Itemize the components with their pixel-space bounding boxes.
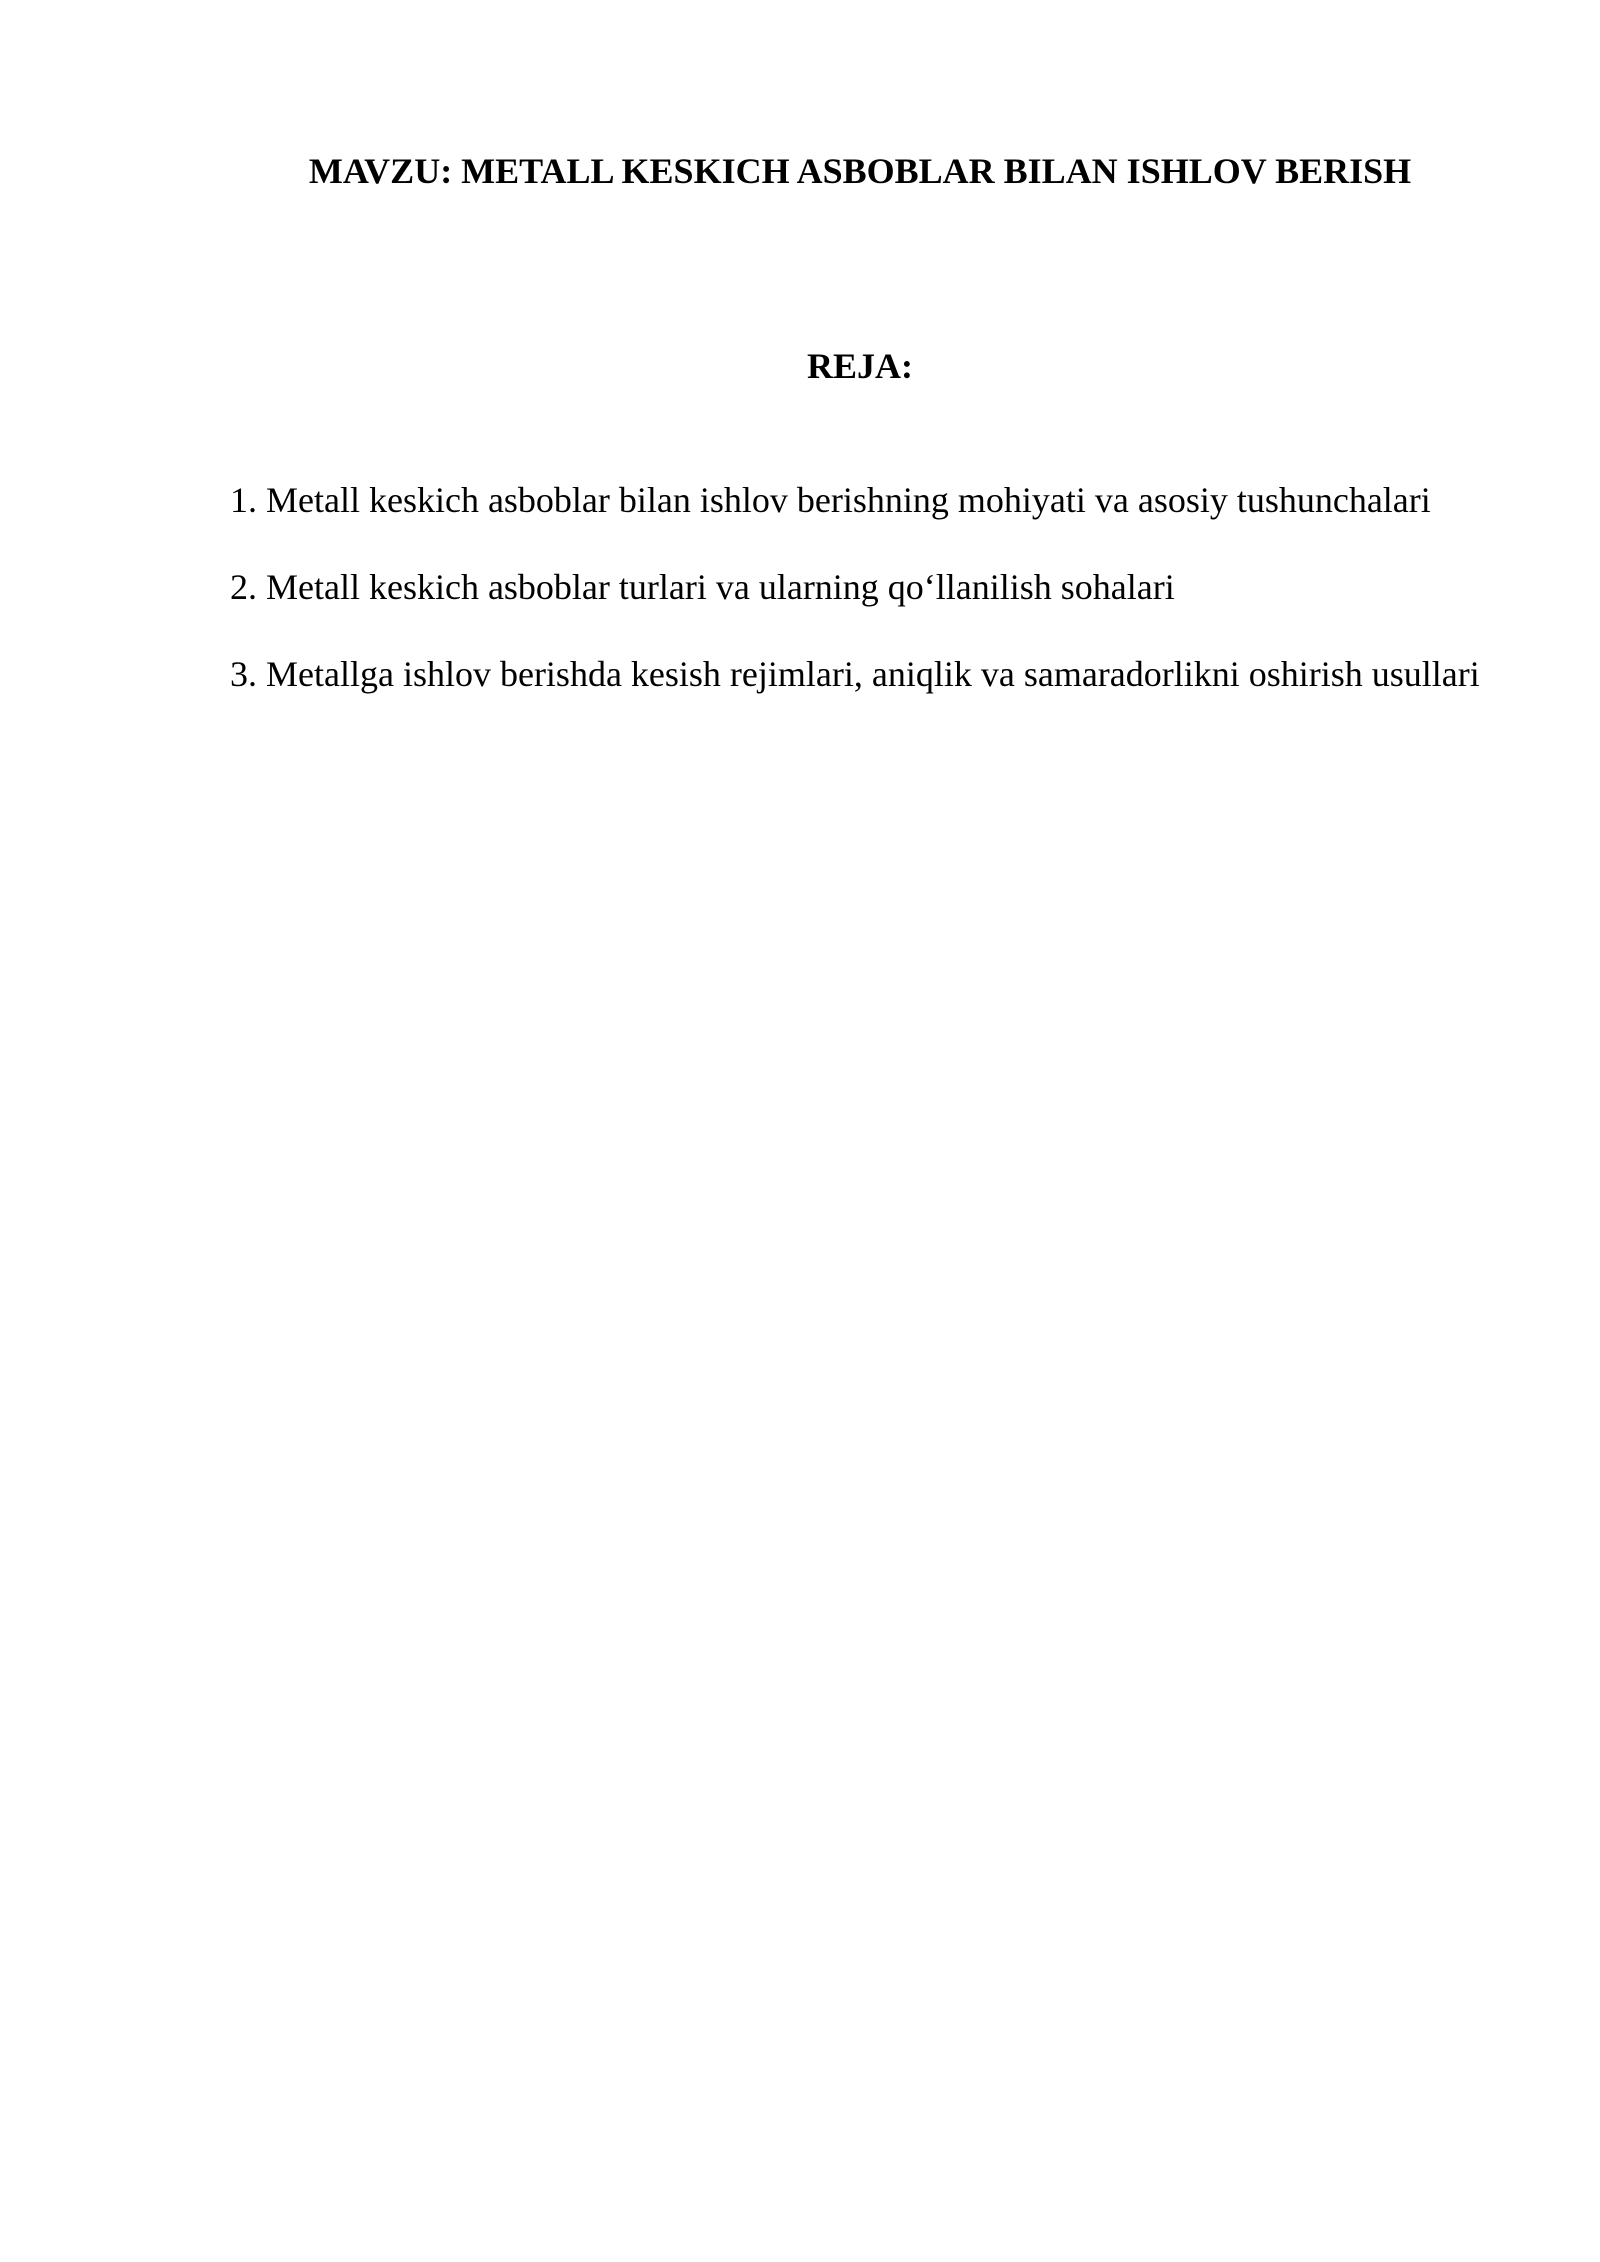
plan-heading: REJA: [807,346,913,386]
plan-list [230,478,1510,739]
document-title: MAVZU: METALL KESKICH ASBOBLAR BILAN ISHLOV BERISH [308,151,1412,191]
plan-item-3: 3. Metallga ishlov berishda kesish rejimlari, aniqlik va samaradorlikni oshirish usullari [230,654,1480,694]
plan-item-1: 1. Metall keskich asboblar bilan ishlov berishning mohiyati va asosiy tushunchalari [230,480,1431,520]
plan-item-2: 2. Metall keskich asboblar turlari va ularning qo‘llanilish sohalari [230,567,1175,607]
